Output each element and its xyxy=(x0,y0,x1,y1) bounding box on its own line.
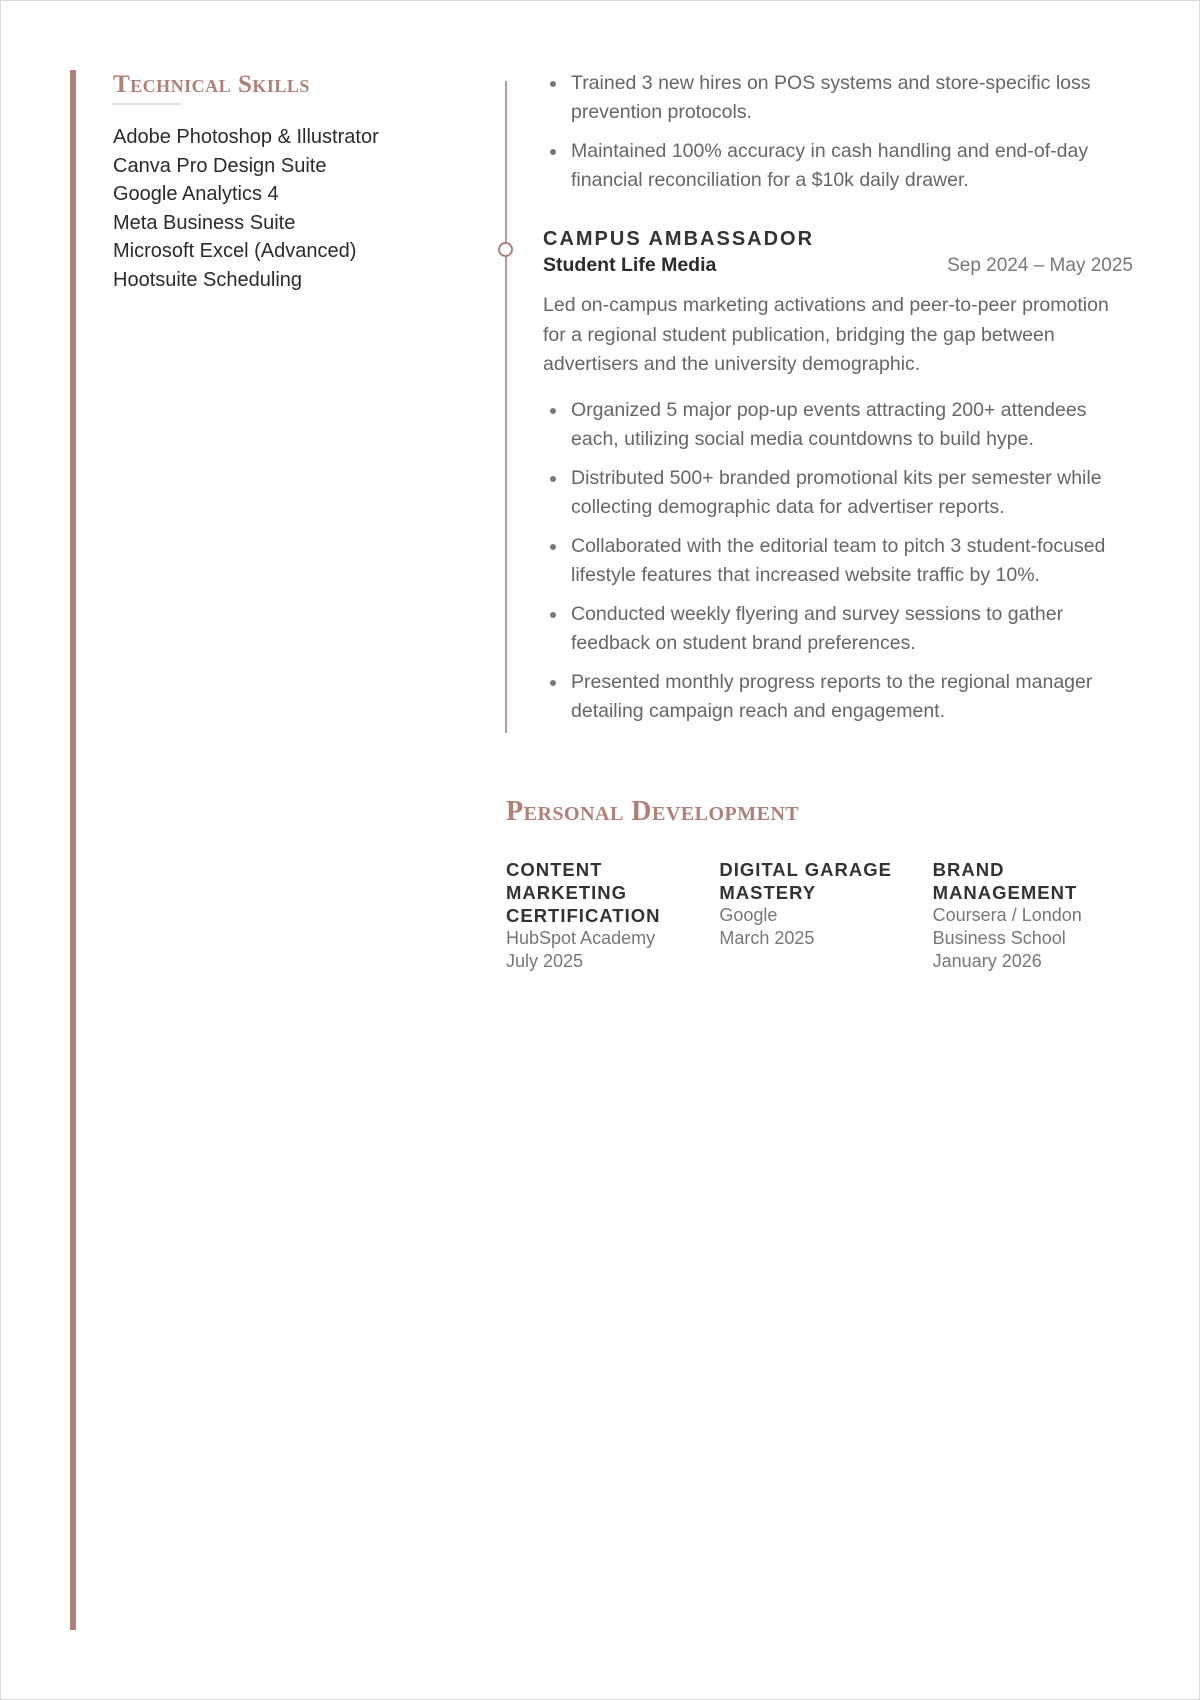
certification-issuer: Coursera / London Business School xyxy=(932,905,1082,948)
job-title: CAMPUS AMBASSADOR xyxy=(543,228,815,250)
skills-list xyxy=(113,123,473,294)
certification-issuer: Google xyxy=(719,905,778,925)
job-dates: Sep 2024 – May 2025 xyxy=(947,255,1133,276)
technical-skills-section xyxy=(113,71,473,294)
experience-section xyxy=(543,69,1133,736)
certification-date: March 2025 xyxy=(719,928,815,948)
certification-name: BRAND MANAGEMENT xyxy=(932,859,1078,903)
bullet-item: Trained 3 new hires on POS systems and store-specific loss prevention protocols. xyxy=(571,69,1133,127)
bullet-item: Maintained 100% accuracy in cash handling and end-of-day financial reconciliation for a $10k daily drawer. xyxy=(571,137,1133,195)
skill-item: Microsoft Excel (Advanced) xyxy=(113,240,357,262)
technical-skills-heading: Technical Skills xyxy=(113,71,310,98)
certifications-list xyxy=(506,858,1146,973)
skill-item: Canva Pro Design Suite xyxy=(113,154,327,177)
previous-job-bullets xyxy=(543,69,1133,195)
skill-item: Adobe Photoshop & Illustrator xyxy=(113,126,379,148)
job-description: Led on-campus marketing activations and peer-to-peer promotion for a regional student publication, bridging the gap between advertisers and the university demographic. xyxy=(543,294,1109,375)
certification-item xyxy=(719,858,932,973)
certification-item xyxy=(933,858,1146,973)
timeline-dot xyxy=(498,242,513,257)
bullet-item: Organized 5 major pop-up events attracting 200+ attendees each, utilizing social media countdowns to build hype. xyxy=(571,396,1133,454)
job-bullets xyxy=(543,396,1133,726)
job-entry xyxy=(543,225,1133,726)
certification-date: July 2025 xyxy=(506,951,584,971)
left-accent-rule xyxy=(70,70,76,1630)
skill-item: Google Analytics 4 xyxy=(113,183,279,205)
certification-name: CONTENT MARKETING CERTIFICATION xyxy=(506,859,661,926)
skill-item: Meta Business Suite xyxy=(113,211,296,234)
personal-development-section xyxy=(506,796,1146,973)
job-company: Student Life Media xyxy=(543,254,717,276)
heading-underline xyxy=(113,103,181,105)
certification-issuer: HubSpot Academy xyxy=(506,928,656,948)
bullet-item: Collaborated with the editorial team to pitch 3 student-focused lifestyle features that increased website traffic by 10%. xyxy=(571,532,1133,590)
timeline-line xyxy=(505,81,507,733)
skill-item: Hootsuite Scheduling xyxy=(113,268,303,291)
bullet-item: Conducted weekly flyering and survey sessions to gather feedback on student brand preferences. xyxy=(571,600,1133,658)
certification-date: January 2026 xyxy=(932,951,1042,971)
bullet-item: Presented monthly progress reports to the regional manager detailing campaign reach and engagement. xyxy=(571,668,1133,726)
bullet-item: Distributed 500+ branded promotional kits per semester while collecting demographic data for advertiser reports. xyxy=(571,464,1133,522)
certification-name: DIGITAL GARAGE MASTERY xyxy=(719,859,892,903)
certification-item xyxy=(506,858,719,973)
personal-development-heading: Personal Development xyxy=(506,796,800,827)
job-meta xyxy=(543,254,1133,277)
